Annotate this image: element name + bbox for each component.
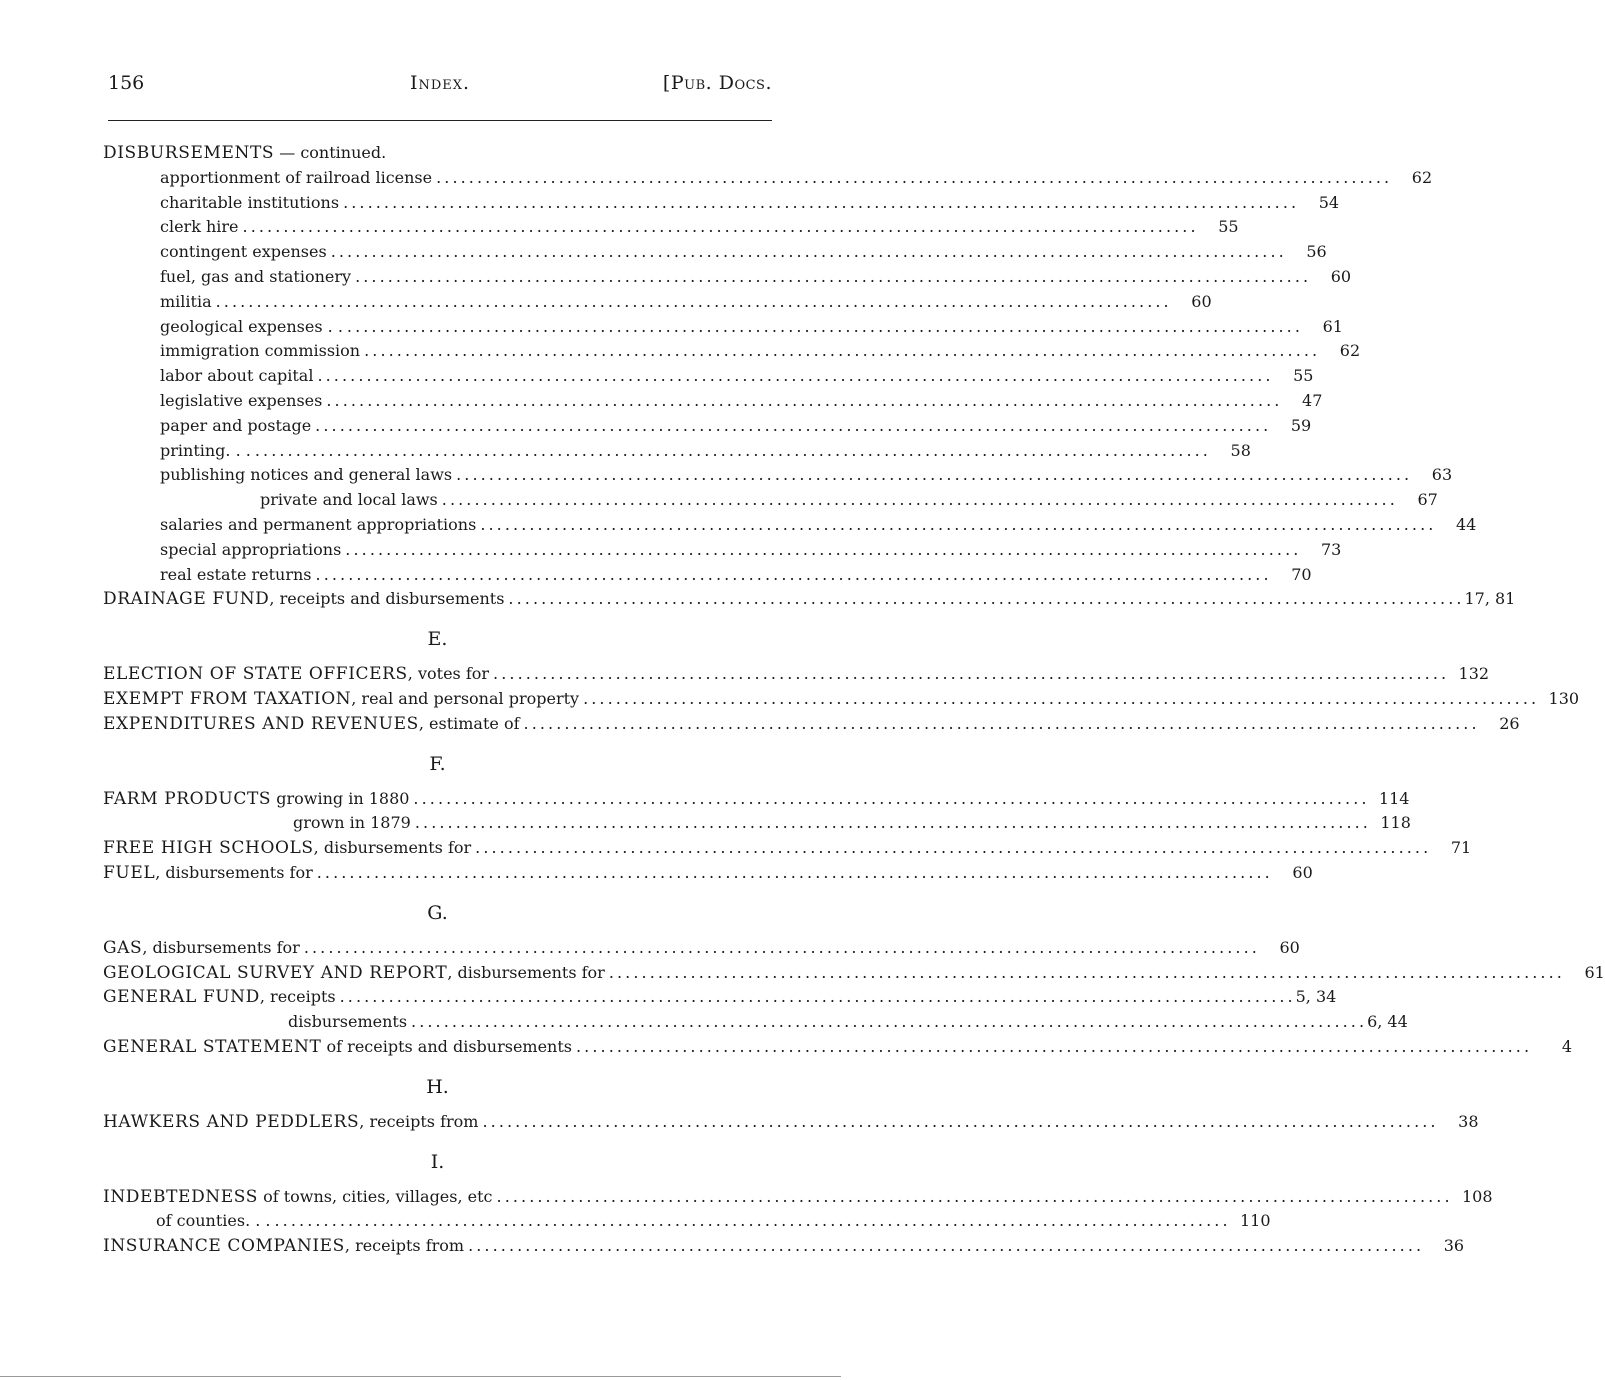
entry-hawkers xyxy=(103,1111,1479,1137)
entry-disbursement-item xyxy=(103,167,1433,193)
leader-dots xyxy=(239,217,1199,236)
entry-label: labor about capital xyxy=(160,366,314,386)
entry-label: publishing notices and general laws xyxy=(160,465,453,485)
page-ref: 36 xyxy=(1443,1236,1465,1256)
entry-disbursement-item xyxy=(103,564,1312,590)
page-ref: 110 xyxy=(1239,1211,1271,1231)
leader-dots xyxy=(464,1236,1424,1255)
leader-dots xyxy=(452,465,1412,484)
entry-disbursement-item xyxy=(103,291,1212,317)
entry-disbursement-item xyxy=(103,192,1340,218)
entry-label: salaries and permanent appropriations xyxy=(160,514,477,534)
entry-caps: EXPENDITURES AND REVENUES xyxy=(103,713,419,734)
leader-dots xyxy=(360,341,1320,360)
entry-label: printing. . . xyxy=(160,440,251,460)
entry-caps: EXEMPT FROM TAXATION xyxy=(103,688,352,709)
entry-disbursement-item xyxy=(103,415,1312,441)
entry-label: grown in 1879 xyxy=(293,813,411,833)
page-ref: 6, 44 xyxy=(1367,1012,1408,1032)
entry-disbursement-item xyxy=(103,539,1342,565)
page-ref: 59 xyxy=(1290,415,1312,435)
leader-dots xyxy=(327,242,1287,261)
leader-dots xyxy=(407,1012,1367,1031)
entry-indebtedness xyxy=(103,1186,1493,1212)
entry-disbursement-item xyxy=(103,465,1453,490)
page-ref: 5, 34 xyxy=(1295,987,1337,1007)
entry-disbursement-item xyxy=(103,242,1327,267)
leader-dots xyxy=(339,193,1299,212)
entry-caps: GEOLOGICAL SURVEY AND REPORT xyxy=(103,962,448,983)
entry-general-fund-disbursements xyxy=(103,1012,1408,1037)
entry-farm-products xyxy=(103,788,1410,814)
entry-heading-rest: — continued. xyxy=(274,143,387,162)
leader-dots xyxy=(271,1211,1231,1230)
leader-dots xyxy=(322,391,1282,410)
entry-section-e xyxy=(103,688,1580,714)
leader-dots xyxy=(493,1187,1453,1206)
page-ref: 132 xyxy=(1458,664,1490,684)
leader-dots xyxy=(572,1037,1532,1056)
entry-disbursement-item xyxy=(103,316,1343,342)
leader-dots xyxy=(432,168,1392,187)
entry-label: private and local laws xyxy=(260,490,438,510)
leader-dots xyxy=(251,441,1211,460)
index-list xyxy=(103,143,1605,1261)
page-ref: 61 xyxy=(1322,316,1343,336)
entry-insurance xyxy=(103,1236,1465,1261)
entry-rest: , real and personal property xyxy=(351,688,580,708)
page-ref: 71 xyxy=(1450,838,1472,858)
page-ref: 38 xyxy=(1458,1111,1479,1131)
entry-caps: DRAINAGE FUND xyxy=(103,589,270,610)
section-letter-f: F. xyxy=(429,752,446,775)
section-letter-g: G. xyxy=(427,901,448,924)
entry-geological-survey xyxy=(103,962,1605,988)
entry-disbursement-item xyxy=(103,514,1477,540)
entry-label: paper and postage xyxy=(160,415,312,435)
entry-rest: , disbursements for xyxy=(142,937,300,957)
page-ref: 130 xyxy=(1548,688,1580,708)
entry-rest: of towns, cities, villages, etc xyxy=(257,1186,493,1206)
entry-caps: ELECTION OF STATE OFFICERS xyxy=(103,664,408,685)
page-ref: 61 xyxy=(1584,962,1605,982)
entry-label: real estate returns xyxy=(160,564,312,584)
section-e-items xyxy=(103,664,1580,738)
entry-label: immigration commission xyxy=(160,341,361,361)
entry-rest: of receipts and disbursements xyxy=(321,1036,572,1056)
entry-heading: DISBURSEMENTS xyxy=(103,143,275,163)
leader-dots xyxy=(343,317,1303,336)
entry-label: fuel, gas and stationery xyxy=(160,266,352,286)
page-ref: 73 xyxy=(1320,539,1342,559)
entry-caps: GENERAL STATEMENT xyxy=(103,1036,322,1057)
entry-rest: , receipts xyxy=(259,987,336,1007)
leader-dots xyxy=(351,267,1311,286)
page-ref: 47 xyxy=(1302,390,1323,410)
leader-dots xyxy=(504,589,1464,608)
entry-rest: , votes for xyxy=(407,664,490,684)
entry-fuel xyxy=(103,862,1313,888)
section-letter-i: I. xyxy=(430,1150,445,1173)
entry-caps: FUEL xyxy=(103,862,156,883)
leader-dots xyxy=(313,863,1273,882)
entry-disbursements-heading xyxy=(103,143,772,168)
entry-label: contingent expenses xyxy=(160,242,327,262)
entry-disbursement-item xyxy=(103,266,1352,292)
page-ref: 67 xyxy=(1417,490,1438,510)
page-ref: 60 xyxy=(1191,291,1212,311)
entry-label: geological expenses . . xyxy=(160,316,343,336)
page-number: 156 xyxy=(108,72,145,94)
entry-caps: GENERAL FUND xyxy=(103,987,260,1008)
entry-caps: GAS xyxy=(103,937,143,958)
page-ref: 70 xyxy=(1291,564,1312,584)
entry-label: charitable institutions xyxy=(160,192,340,212)
header-rule xyxy=(108,120,772,121)
page-ref: 63 xyxy=(1431,465,1453,485)
entry-disbursement-item xyxy=(103,390,1323,416)
page-title: Index. xyxy=(409,72,471,94)
page-ref: 26 xyxy=(1499,713,1520,733)
page-ref: 62 xyxy=(1411,167,1433,187)
leader-dots xyxy=(336,987,1296,1006)
leader-dots xyxy=(520,714,1480,733)
page-ref: 60 xyxy=(1292,862,1313,882)
leader-dots xyxy=(605,963,1565,982)
leader-dots xyxy=(478,1112,1438,1131)
page-ref: 58 xyxy=(1230,440,1251,460)
page-ref: 54 xyxy=(1318,192,1340,212)
entry-disbursement-item xyxy=(103,440,1251,466)
entry-caps: FREE HIGH SCHOOLS xyxy=(103,838,314,859)
entry-caps: INSURANCE COMPANIES xyxy=(103,1236,345,1257)
leader-dots xyxy=(471,838,1431,857)
leader-dots xyxy=(438,490,1398,509)
leader-dots xyxy=(313,366,1273,385)
page-ref: 108 xyxy=(1462,1186,1493,1206)
leader-dots xyxy=(341,540,1301,559)
page-ref: 118 xyxy=(1380,813,1411,833)
leader-dots xyxy=(212,292,1172,311)
page-ref: 60 xyxy=(1330,266,1352,286)
disbursement-items xyxy=(103,167,1477,590)
entry-disbursement-item xyxy=(103,366,1314,391)
entry-rest: , disbursements for xyxy=(155,862,313,882)
entry-rest: , estimate of xyxy=(418,713,520,733)
page-ref: 60 xyxy=(1279,937,1300,957)
entry-rest: growing in 1880 xyxy=(271,788,410,808)
leader-dots xyxy=(311,416,1271,435)
entry-rest: , receipts and disbursements xyxy=(269,589,505,609)
entry-drainage-fund xyxy=(103,589,1516,614)
entry-caps: HAWKERS AND PEDDLERS xyxy=(103,1111,360,1132)
entry-label: special appropriations xyxy=(160,539,342,559)
section-letter-h: H. xyxy=(426,1075,449,1098)
page-ref: 44 xyxy=(1456,514,1477,534)
leader-dots xyxy=(476,515,1436,534)
page-ref: 114 xyxy=(1378,788,1410,808)
leader-dots xyxy=(312,565,1272,584)
page-header xyxy=(108,72,772,102)
entry-disbursement-item xyxy=(103,217,1239,242)
entry-section-e xyxy=(103,664,1490,689)
page-ref: 17, 81 xyxy=(1464,589,1516,609)
entry-label: disbursements xyxy=(288,1012,408,1032)
entry-label: militia xyxy=(160,291,212,311)
leader-dots xyxy=(409,789,1369,808)
page-ref: 62 xyxy=(1339,341,1361,361)
page-ref: 4 xyxy=(1561,1036,1573,1056)
entry-label: of counties. . . xyxy=(156,1211,271,1231)
entry-general-fund xyxy=(103,987,1337,1012)
section-letter-e: E. xyxy=(427,628,448,651)
section-label: [Pub. Docs. xyxy=(662,72,772,94)
entry-free-high-schools xyxy=(103,838,1472,863)
page-ref: 56 xyxy=(1306,242,1327,262)
entry-rest: , receipts from xyxy=(359,1111,479,1131)
entry-caps: INDEBTEDNESS xyxy=(103,1186,258,1207)
leader-dots xyxy=(411,813,1371,832)
entry-rest: , disbursements for xyxy=(313,838,472,858)
entry-indebtedness-counties xyxy=(103,1211,1271,1236)
entry-farm-products-grown xyxy=(103,813,1411,838)
leader-dots xyxy=(300,938,1260,957)
page-edge xyxy=(0,1376,841,1377)
page-ref: 55 xyxy=(1218,217,1239,237)
page-ref: 55 xyxy=(1293,366,1314,386)
entry-gas xyxy=(103,937,1300,963)
entry-general-statement xyxy=(103,1036,1573,1062)
entry-label: legislative expenses xyxy=(160,390,323,410)
entry-rest: , receipts from xyxy=(344,1236,465,1256)
leader-dots xyxy=(579,689,1539,708)
entry-label: clerk hire xyxy=(160,217,239,237)
entry-label: apportionment of railroad license xyxy=(160,167,433,187)
entry-rest: , disbursements for xyxy=(447,962,605,982)
entry-section-e xyxy=(103,713,1520,739)
entry-disbursement-item xyxy=(103,490,1438,515)
entry-caps: FARM PRODUCTS xyxy=(103,788,272,809)
leader-dots xyxy=(489,664,1449,683)
entry-disbursement-item xyxy=(103,341,1361,366)
